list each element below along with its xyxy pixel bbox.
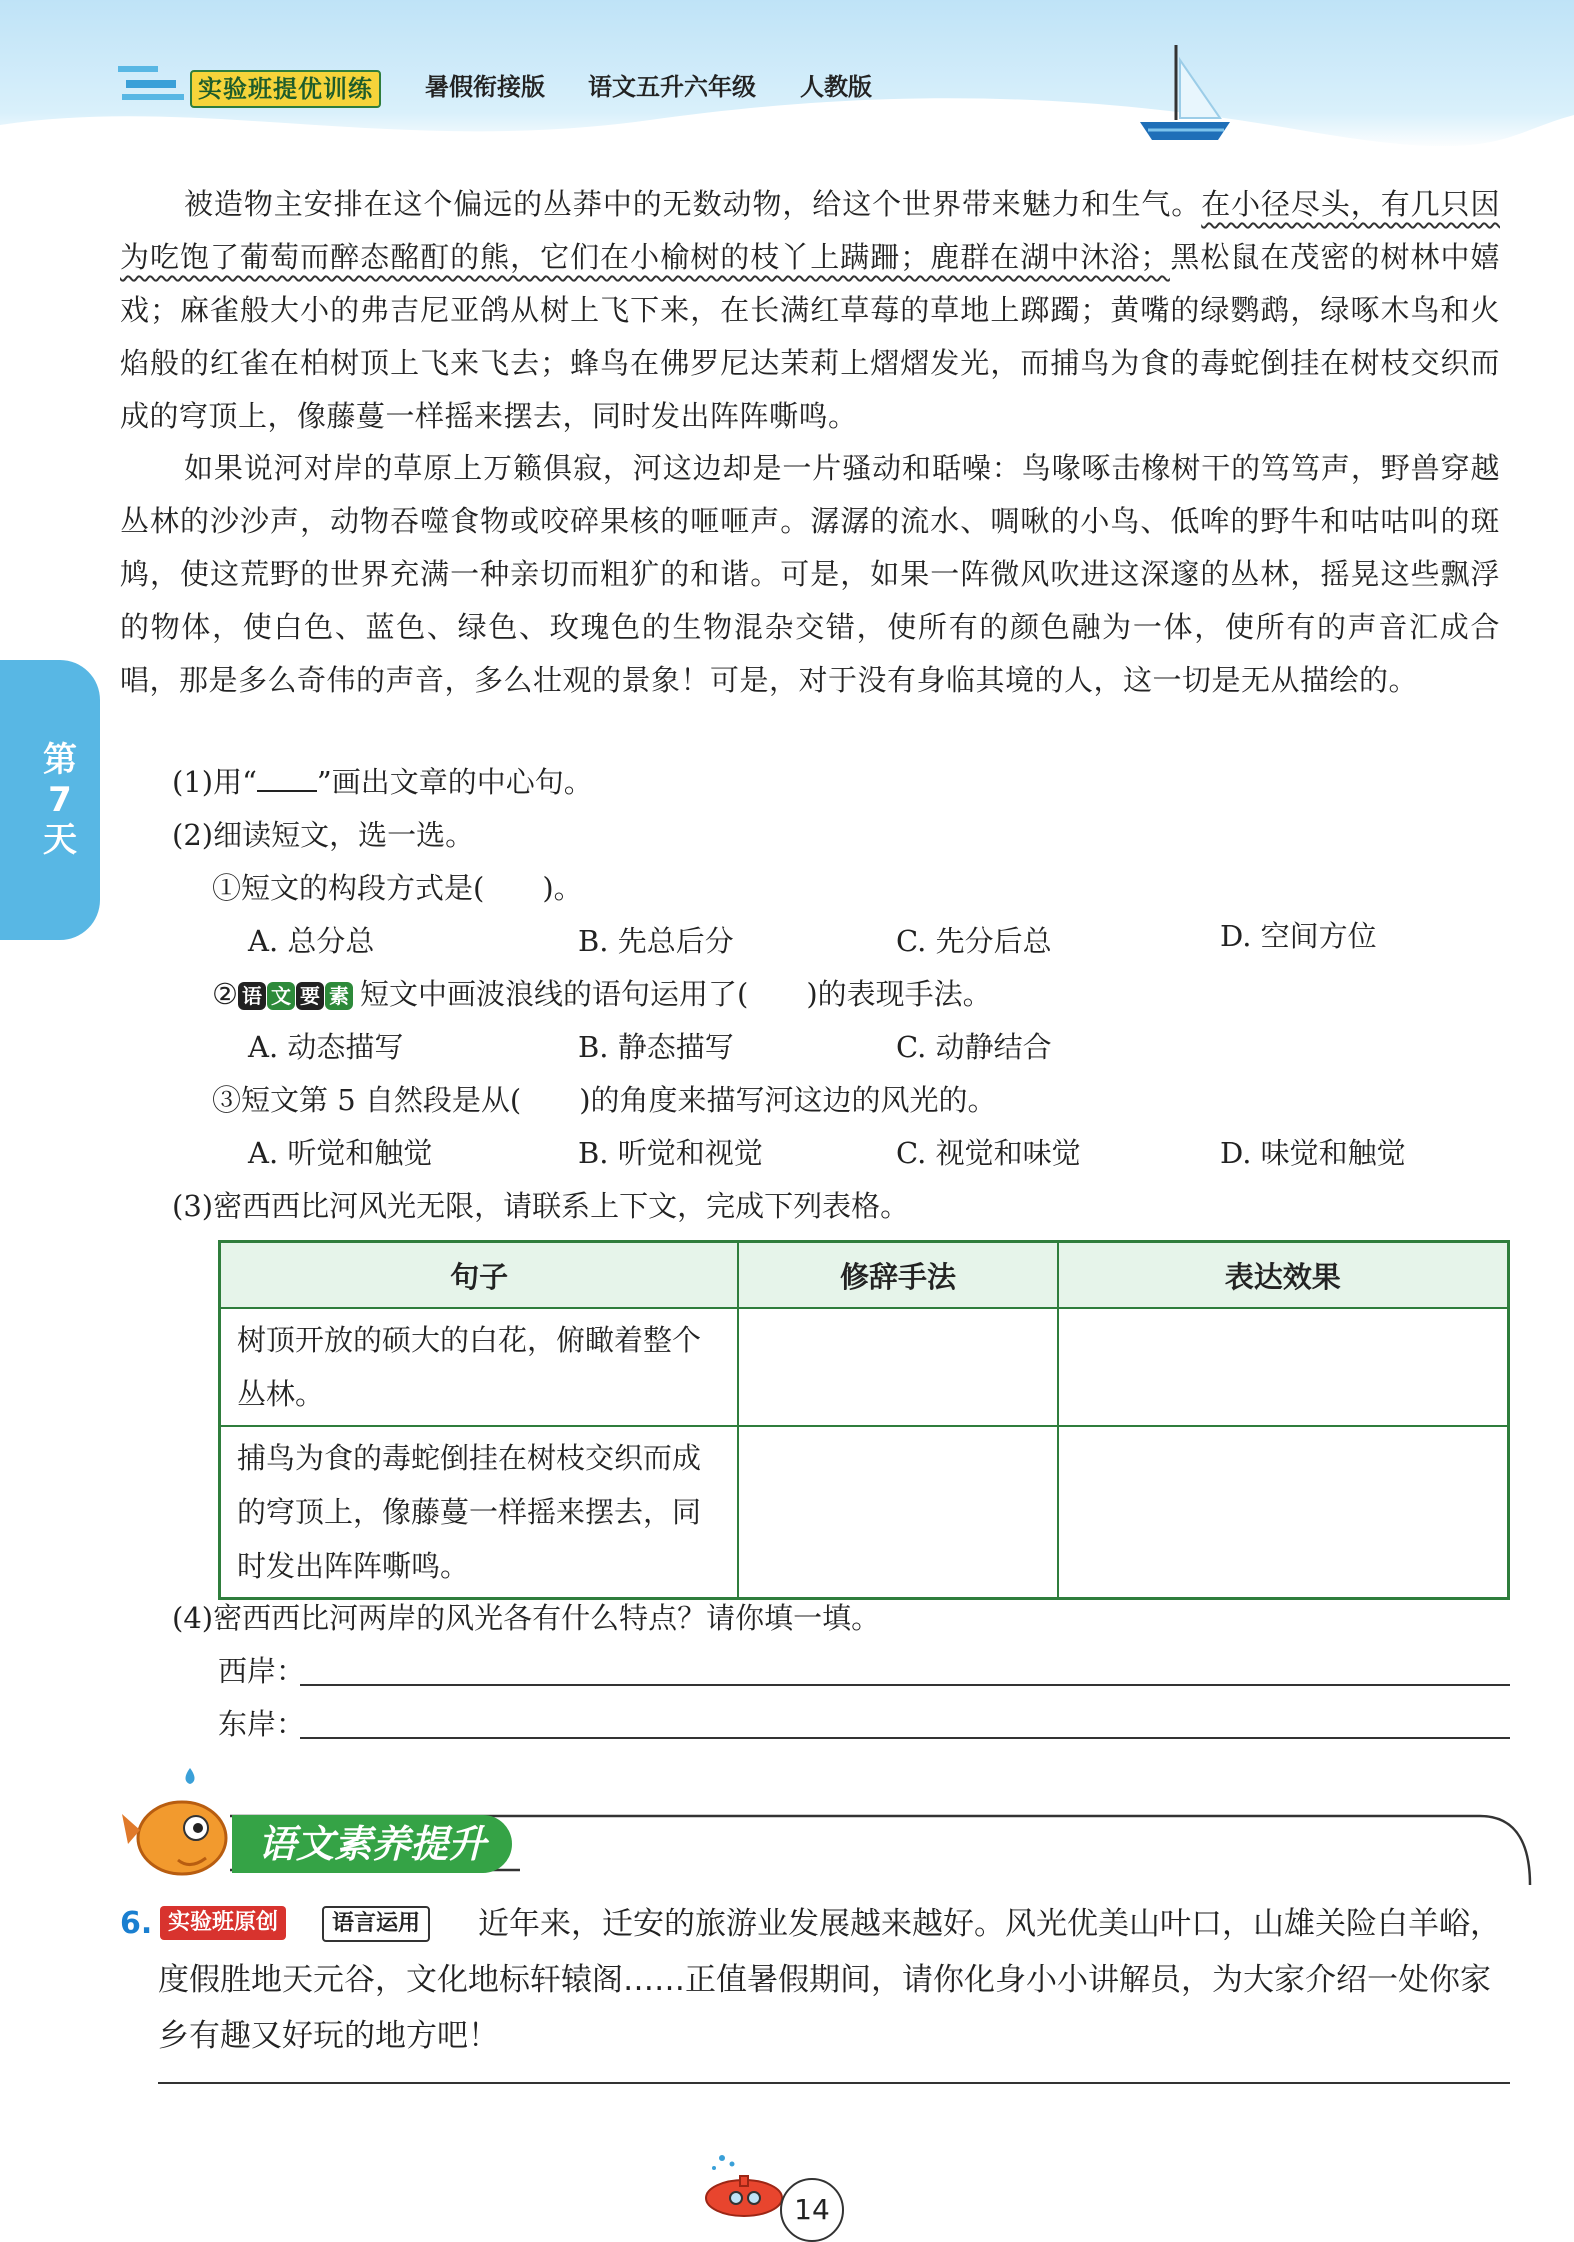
question-2: (2)细读短文，选一选。: [172, 818, 475, 852]
question-6-answer-line[interactable]: [158, 2082, 1510, 2084]
q2-1-option-d[interactable]: D. 空间方位: [1220, 919, 1377, 953]
sailboat-icon: [1130, 40, 1240, 150]
section-title: 语文素养提升: [232, 1815, 512, 1873]
tag-char-wen: 文: [267, 982, 295, 1010]
table-row: [220, 1308, 1509, 1426]
east-bank-answer-line[interactable]: [300, 1737, 1510, 1739]
passage-paragraph-1: [120, 178, 1500, 443]
q2-3-option-c[interactable]: C. 视觉和味觉: [896, 1136, 1081, 1170]
day-side-tab-label: [30, 740, 90, 860]
question-6-text: 近年来，迁安的旅游业发展越来越好。风光优美山叶口，山雄关险白羊峪，度假胜地天元谷，文化地标轩辕阁……正值暑假期间，请你化身小小讲解员，为大家介绍一处你家乡有趣又好玩的地方吧！: [158, 1906, 1501, 2054]
question-2-3: ③短文第 5 自然段是从( )的角度来描写河这边的风光的。: [212, 1083, 997, 1117]
table-header-row: [220, 1242, 1509, 1309]
subject-grade-label: 语文五升六年级: [588, 73, 756, 101]
day-tab-char-1: 第: [43, 740, 77, 780]
question-2-1: ①短文的构段方式是( )。: [212, 871, 583, 905]
table-cell-sentence: 树顶开放的硕大的白花，俯瞰着整个丛林。: [220, 1308, 739, 1426]
passage-p1-end: 黑松鼠在茂密的树林中嬉戏；麻雀般大小的弗吉尼亚鸽从树上飞下来，在长满红草莓的草地上踯躅；黄嘴的绿鹦鹉，绿啄木鸟和火焰般的红雀在柏树顶上飞来飞去；蜂鸟在佛罗尼达茉莉上熠熠发光，而捕鸟为食的毒蛇倒挂在树枝交织而成的穹顶上，像藤蔓一样摇来摆去，同时发出阵阵嘶鸣。: [120, 240, 1500, 433]
series-logo-icon: [118, 58, 188, 108]
yuwen-yaosu-tag: [238, 982, 354, 1010]
question-1-prefix: (1)用“: [172, 765, 257, 799]
publisher-label: 人教版: [800, 73, 872, 101]
underline-sample: [257, 764, 317, 792]
tag-char-yao: 要: [296, 982, 324, 1010]
original-question-tag: 实验班原创: [160, 1906, 286, 1940]
edition-label: 暑假衔接版: [425, 73, 545, 101]
table-cell-rhetoric-answer[interactable]: [738, 1426, 1057, 1599]
q2-3-option-d[interactable]: D. 味觉和触觉: [1220, 1136, 1406, 1170]
passage-p1-start: 被造物主安排在这个偏远的丛莽中的无数动物，给这个世界带来魅力和生气。: [184, 187, 1202, 221]
passage-paragraph-2: 如果说河对岸的草原上万籁俱寂，河这边却是一片骚动和聒噪：鸟喙啄击橡树干的笃笃声，野兽穿越丛林的沙沙声，动物吞噬食物或咬碎果核的咂咂声。潺潺的流水、啁啾的小鸟、低哞的野牛和咕咕叫的斑鸠，使这荒野的世界充满一种亲切而粗犷的和谐。可是，如果一阵微风吹进这深邃的丛林，摇晃这些飘浮的物体，使白色、蓝色、绿色、玫瑰色的生物混杂交错，使所有的颜色融为一体，使所有的声音汇成合唱，那是多么奇伟的声音，多么壮观的景象！可是，对于没有身临其境的人，这一切是无从描绘的。: [120, 451, 1500, 697]
q2-2-option-a[interactable]: A. 动态描写: [248, 1030, 404, 1064]
table-row: [220, 1426, 1509, 1599]
table-cell-sentence: 捕鸟为食的毒蛇倒挂在树枝交织而成的穹顶上，像藤蔓一样摇来摆去，同时发出阵阵嘶鸣。: [220, 1426, 739, 1599]
table-header-rhetoric: 修辞手法: [738, 1242, 1057, 1309]
west-bank-answer-line[interactable]: [300, 1684, 1510, 1686]
table-cell-rhetoric-answer[interactable]: [738, 1308, 1057, 1426]
fish-mascot-icon: [118, 1760, 248, 1880]
question-2-2: [212, 974, 992, 1014]
table-cell-effect-answer[interactable]: [1058, 1308, 1509, 1426]
tag-char-yu: 语: [238, 982, 266, 1010]
question-6-number: 6.: [120, 1906, 153, 1941]
question-2-2-number: ②: [212, 977, 238, 1011]
series-badge: 实验班提优训练: [190, 70, 381, 108]
q2-2-option-b[interactable]: B. 静态描写: [578, 1030, 734, 1064]
question-1-suffix: ”画出文章的中心句。: [316, 765, 593, 799]
question-1: [172, 762, 593, 802]
day-tab-char-3: 天: [43, 820, 77, 860]
day-tab-char-2: 7: [48, 780, 72, 820]
east-bank-label: 东岸：: [218, 1707, 306, 1741]
q2-1-option-a[interactable]: A. 总分总: [248, 924, 375, 958]
language-use-tag: 语言运用: [322, 1906, 430, 1942]
q2-1-option-b[interactable]: B. 先总后分: [578, 924, 734, 958]
table-cell-effect-answer[interactable]: [1058, 1426, 1509, 1599]
q2-2-option-c[interactable]: C. 动静结合: [896, 1030, 1052, 1064]
q2-1-option-c[interactable]: C. 先分后总: [896, 924, 1052, 958]
table-header-effect: 表达效果: [1058, 1242, 1509, 1309]
question-2-2-text: 短文中画波浪线的语句运用了( )的表现手法。: [360, 977, 992, 1011]
page-number: 14: [780, 2178, 844, 2242]
passage-p1-wavy-sentence: 在小径尽头，有几只因为吃饱了葡萄而醉态酩酊的熊，它们在小榆树的枝丫上蹒跚；鹿群在湖中沐浴；: [120, 187, 1500, 274]
west-bank-label: 西岸：: [218, 1654, 306, 1688]
rhetoric-table: [218, 1240, 1510, 1600]
q2-3-option-b[interactable]: B. 听觉和视觉: [578, 1136, 763, 1170]
question-3: (3)密西西比河风光无限，请联系上下文，完成下列表格。: [172, 1189, 910, 1223]
q2-3-option-a[interactable]: A. 听觉和触觉: [248, 1136, 433, 1170]
tag-char-su: 素: [325, 982, 353, 1010]
question-4: (4)密西西比河两岸的风光各有什么特点？请你填一填。: [172, 1601, 881, 1635]
table-header-sentence: 句子: [220, 1242, 739, 1309]
